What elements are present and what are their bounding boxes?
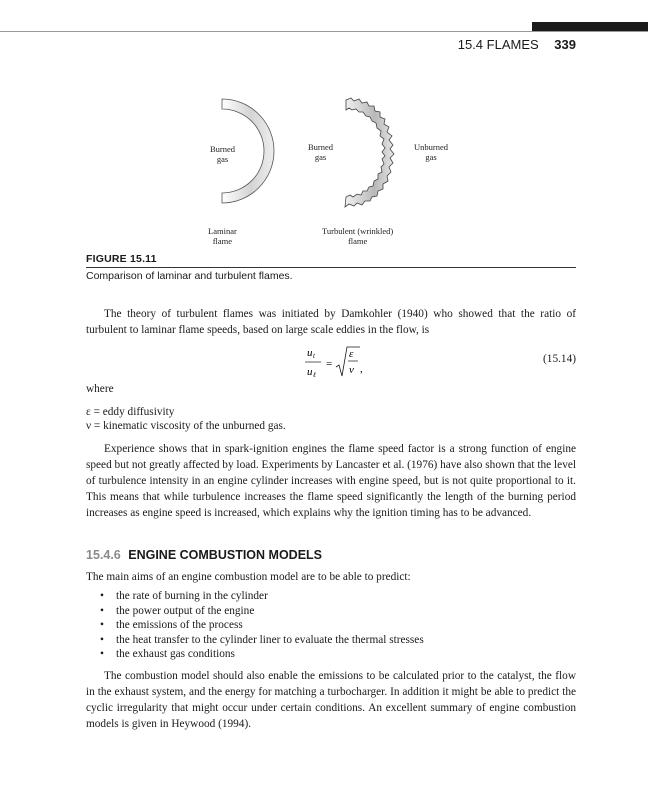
eq-trailing-comma: , [360,363,363,375]
label-unburned-gas: Unburned gas [414,142,448,162]
aims-list [86,589,424,662]
header-rule [0,31,648,32]
equation-number: (15.14) [543,353,576,365]
running-head-section: 15.4 FLAMES [457,37,539,52]
section-number: 15.4.6 [86,548,121,562]
figure-flames [180,92,480,252]
list-item: • the heat transfer to the cylinder liner to evaluate the thermal stresses [86,633,424,648]
where-label: where [86,383,114,395]
paragraph-closing: The combustion model should also enable the emissions to be calculated prior to the catalyst, the flow in the exhaust system, and the energy for matching a turbocharger. In addition it might be able to predict the cyclic irregularity that might occur under certain conditions. An excellent summary of engine combustion models is given in Heywood (1994). [86,670,576,730]
eq-lhs-denominator: u [307,366,313,378]
paragraph-experience: Experience shows that in spark-ignition engines the flame speed factor is a strong function of engine speed but not greatly affected by load. Experiments by Lancaster et al. (1976) have also shown that the level of turbulence intensity in an engine cylinder increases with engine speed, but is not quite proportional to it. This means that while turbulence increases the flame speed significantly the length of the burning period increases as engine speed is increased, which explains why the ignition timing has to be advanced. [86,443,576,519]
eq-sqrt-sign [336,347,360,376]
figure-title: FIGURE 15.11 [86,253,157,265]
section-title: ENGINE COMBUSTION MODELS [128,548,323,562]
header-bar [532,22,648,31]
eq-lhs-numerator-sub: t [313,352,315,360]
label-burned-gas-right: Burned gas [308,142,334,162]
label-turbulent-flame: Turbulent (wrinkled) flame [322,226,394,246]
figure-caption: Comparison of laminar and turbulent flames. [86,270,293,282]
section-heading [86,548,322,562]
list-item: • the power output of the engine [86,604,424,619]
equation-15-14 [300,343,420,383]
list-item: • the emissions of the process [86,618,424,633]
definition-nu: ν = kinematic viscosity of the unburned gas. [86,420,286,432]
figure-caption-rule [86,267,576,268]
equation-graphic [300,343,420,383]
running-head [458,37,576,52]
definitions-list [86,405,286,433]
list-item: • the exhaust gas conditions [86,647,424,662]
label-burned-gas-left: Burned gas [210,144,236,164]
eq-lhs-denominator-sub: ℓ [313,371,316,379]
eq-lhs-numerator: u [307,347,313,359]
list-item: • the rate of burning in the cylinder [86,589,424,604]
page-number: 339 [554,37,576,52]
label-laminar-flame: Laminar flame [208,226,237,246]
definition-epsilon: ε = eddy diffusivity [86,406,175,418]
eq-rhs-denominator: ν [349,364,354,376]
eq-equals: = [326,358,333,370]
paragraph-aims: The main aims of an engine combustion model are to be able to predict: [86,571,411,583]
turbulent-flame-front [345,98,394,207]
eq-rhs-numerator: ε [349,348,354,360]
paragraph-intro: The theory of turbulent flames was initiated by Damkohler (1940) who showed that the ratio of turbulent to laminar flame speeds, based on large scale eddies in the flow, is [86,308,576,336]
